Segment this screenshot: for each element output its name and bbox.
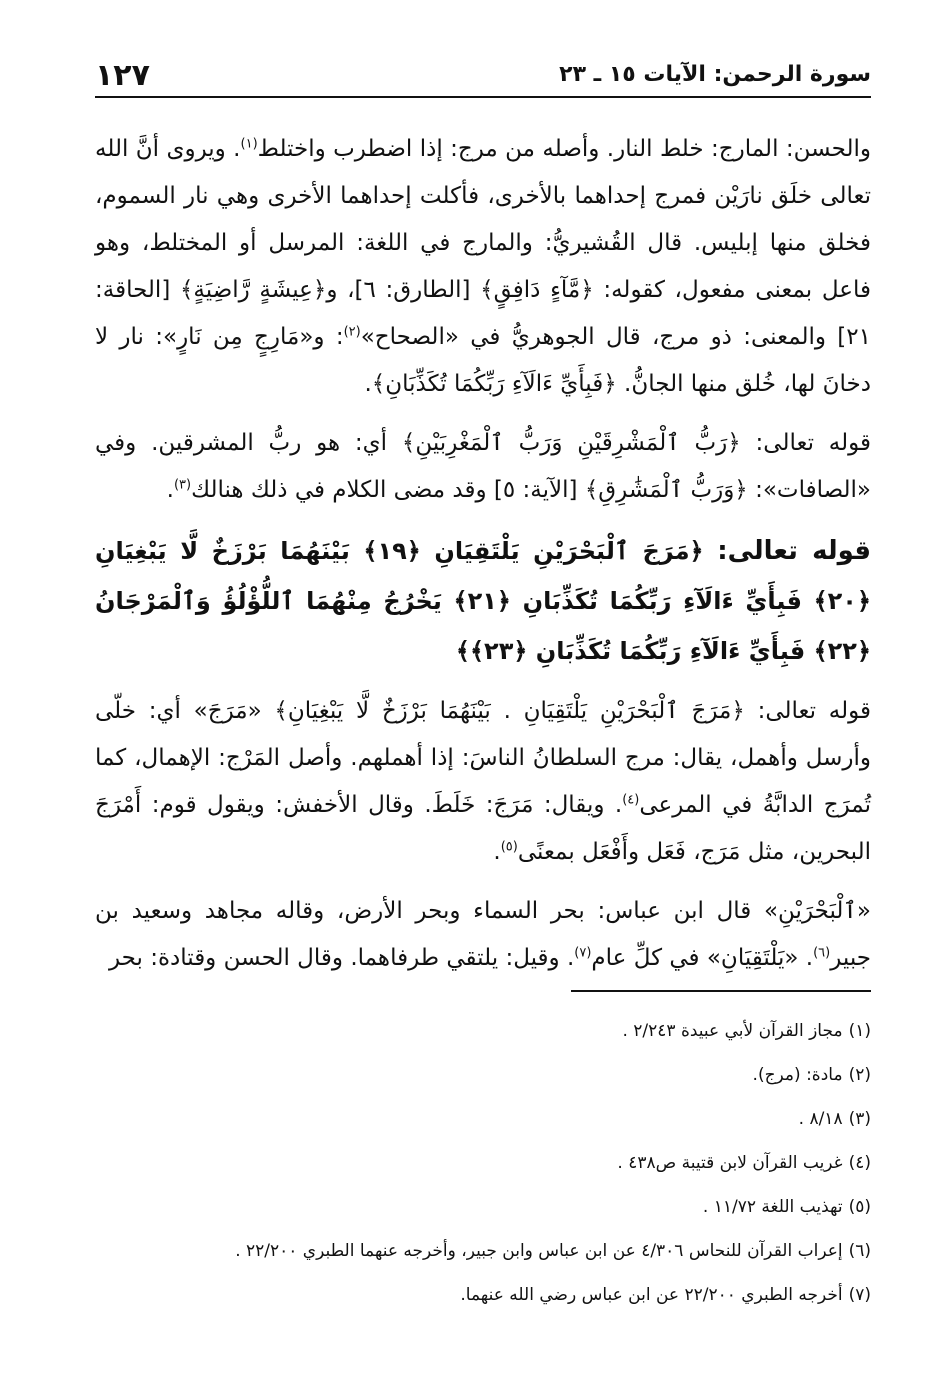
footnote-item (95, 1064, 871, 1108)
paragraph-text: قوله تعالى: ﴿مَرَجَ ٱلْبَحْرَيْنِ يَلْتَقِيَانِ . بَيْنَهُمَا بَرْزَخٌ لَّا يَبْغِيَانِ﴾ «مَرَجَ» أي: خلّى وأرسل وأهمل، يقال: مرج السلطانُ الناسَ: إذا أهملهم. وأصل المَرْج: الإهمال، كما تُمرَج الدابَّةُ في المرعى (95, 698, 871, 818)
footnote-text: ٨/١٨ . (798, 1109, 843, 1129)
paragraph-text: والحسن: المارج: خلط النار. وأصله من مرج: إذا اضطرب واختلط (257, 136, 871, 162)
paragraph-4 (95, 888, 871, 982)
footnote-number: (٤) (848, 1153, 871, 1173)
footnote-item (95, 1196, 871, 1240)
footnote-ref: (١) (240, 136, 258, 152)
footnotes (95, 1020, 871, 1328)
footnote-text: أخرجه الطبري ٢٢/٢٠٠ عن ابن عباس رضي الله عنهما. (460, 1285, 843, 1305)
footnote-text: مجاز القرآن لأبي عبيدة ٢/٢٤٣ . (622, 1021, 843, 1041)
footnote-number: (٧) (848, 1285, 871, 1305)
footnote-item (95, 1108, 871, 1152)
running-header (95, 60, 871, 98)
footnote-text: غريب القرآن لابن قتيبة ص٤٣٨ . (617, 1153, 843, 1173)
footnote-ref: (٧) (574, 945, 592, 961)
paragraph-text: «ٱلْبَحْرَيْنِ» قال ابن عباس: بحر السماء وبحر الأرض، وقاله مجاهد وسعيد بن جبير (95, 898, 871, 971)
paragraph-text: . (493, 839, 501, 865)
paragraph-text: . ويروى أنَّ الله تعالى خلَق نارَيْن فمرج إحداهما بالأخرى، فأكلت إحداهما الأخرى وهي نار السموم، فخلق منها إبليس. قال القُشيريُّ: والمارج في اللغة: المرسل أو المختلط، وهو فاعل بمعنى مفعول، كقوله: ﴿مَّآءٍ دَافِقٍ﴾ [الطارق: ٦]، و﴿عِيشَةٍ رَّاضِيَةٍ﴾ [الحاقة: ٢١] والمعنى: ذو مرج، قال الجوهريُّ في «الصحاح» (95, 136, 871, 350)
footnote-number: (٥) (848, 1197, 871, 1217)
page-number: ١٢٧ (95, 58, 150, 93)
main-text (95, 126, 871, 982)
verse-lead: قوله تعالى: (717, 536, 871, 566)
verse-text: ﴿مَرَجَ ٱلْبَحْرَيْنِ يَلْتَقِيَانِ ﴿١٩﴾ بَيْنَهُمَا بَرْزَخٌ لَّا يَبْغِيَانِ ﴿٢٠﴾ فَبِأَيِّ ءَالَآءِ رَبِّكُمَا تُكَذِّبَانِ ﴿٢١﴾ يَخْرُجُ مِنْهُمَا ٱللُّؤْلُؤُ وَٱلْمَرْجَانُ ﴿٢٢﴾ فَبِأَيِّ ءَالَآءِ رَبِّكُمَا تُكَذِّبَانِ ﴿٢٣﴾﴾ (95, 537, 871, 665)
paragraph-text: . ويقال: مَرَجَ: خَلَطَ. وقال الأخفش: ويقول قوم: أَمْرَجَ البحرين، مثل مَرَج، فَعَل وأَفْعَل بمعنًى (95, 792, 871, 865)
footnote-item (95, 1284, 871, 1328)
book-page (95, 60, 871, 1348)
footnote-number: (٢) (848, 1065, 871, 1085)
paragraph-text: قوله تعالى: ﴿رَبُّ ٱلْمَشْرِقَيْنِ وَرَبُّ ٱلْمَغْرِبَيْنِ﴾ أي: هو ربُّ المشرقين. وفي «الصافات»: ﴿وَرَبُّ ٱلْمَشَٰرِقِ﴾ [الآية: ٥] وقد مضى الكلام في ذلك هنالك (95, 430, 871, 503)
footnote-ref: (٥) (500, 839, 518, 855)
footnote-ref: (٦) (813, 945, 831, 961)
footnote-ref: (٤) (622, 792, 640, 808)
footnote-text: تهذيب اللغة ١١/٧٢ . (702, 1197, 843, 1217)
footnote-divider (571, 990, 871, 992)
footnote-number: (٣) (848, 1109, 871, 1129)
paragraph-text: . «يَلْتَقِيَانِ» في كلِّ عام (591, 945, 814, 971)
footnote-number: (٦) (848, 1241, 871, 1261)
footnote-ref: (٣) (173, 477, 192, 493)
footnote-item (95, 1020, 871, 1064)
paragraph-1 (95, 126, 871, 408)
footnote-number: (١) (848, 1021, 871, 1041)
footnote-ref: (٢) (343, 324, 361, 340)
footnote-text: مادة: (مرج). (752, 1065, 843, 1085)
paragraph-2 (95, 420, 871, 514)
footnote-item (95, 1240, 871, 1284)
paragraph-text: . (166, 477, 174, 503)
paragraph-3 (95, 688, 871, 876)
verse-block (95, 526, 871, 676)
footnote-item (95, 1152, 871, 1196)
footnote-text: إعراب القرآن للنحاس ٤/٣٠٦ عن ابن عباس وابن جبير، وأخرجه عنهما الطبري ٢٢/٢٠٠ . (235, 1241, 843, 1261)
header-title: سورة الرحمن: الآيات ١٥ ـ ٢٣ (559, 62, 871, 87)
paragraph-text: . وقيل: يلتقي طرفاهما. وقال الحسن وقتادة: بحر (108, 945, 575, 971)
paragraph-text: : و«مَارِجٍ مِن نَارٍ»: نار لا دخانَ لها، خُلق منها الجانُّ. ﴿فَبِأَيِّ ءَالَآءِ رَبِّكُمَا تُكَذِّبَانِ﴾. (95, 324, 871, 397)
